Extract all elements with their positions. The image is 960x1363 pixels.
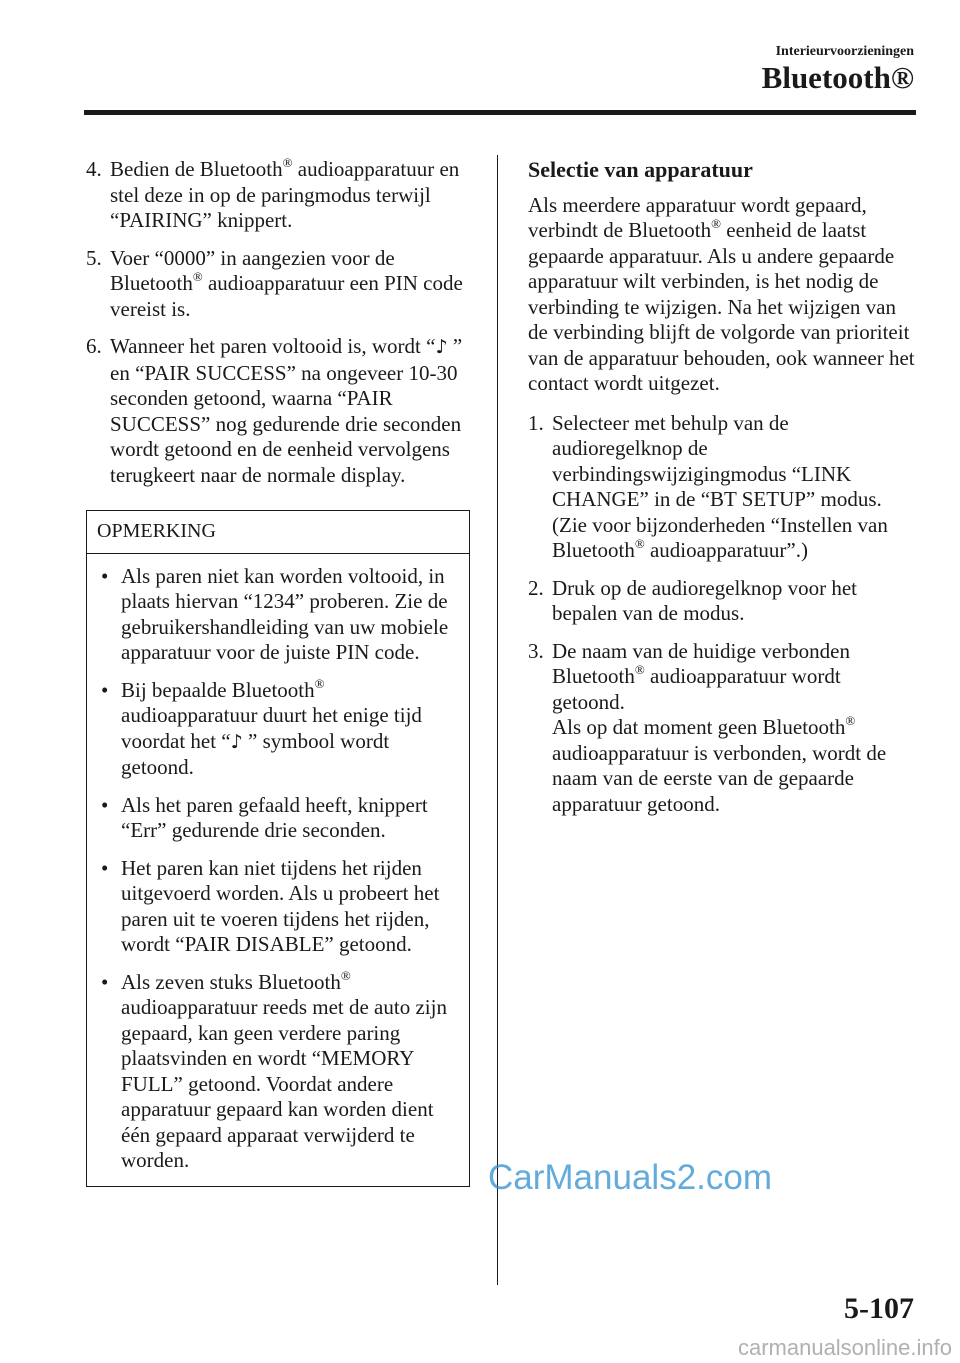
left-column	[86, 157, 470, 1187]
step-number: 4.	[86, 157, 102, 181]
step-3	[528, 639, 918, 818]
step-number: 3.	[528, 638, 544, 663]
bullet-icon: •	[101, 792, 109, 817]
bullet-icon: •	[101, 563, 109, 588]
note-bullet: • Als paren niet kan worden voltooid, in plaats hiervan “1234” proberen. Zie de gebruikershandleiding van uw mobiele apparatuur voor de juiste PIN code.	[97, 564, 459, 666]
step-number: 2.	[528, 575, 544, 600]
note-bullet: • Als zeven stuks Bluetooth® audioapparatuur reeds met de auto zijn gepaard, kan geen verdere paring plaatsvinden en wordt “MEMORY FULL” getoond. Voordat andere apparatuur gepaard kan worden dient één gepaard apparaat verwijderd te worden.	[97, 970, 459, 1174]
music-note-icon: ♪	[435, 336, 448, 358]
intro-paragraph: Als meerdere apparatuur wordt gepaard, verbindt de Bluetooth® eenheid de laatst gepaarde apparatuur. Als u andere gepaarde apparatuur wilt verbinden, is het nodig de verbinding te wijzigen. Na het wijzigen van de verbinding blijft de volgorde van prioriteit van de apparatuur behouden, ook wanneer het contact wordt uitgezet.	[528, 192, 915, 395]
note-bullet: • Het paren kan niet tijdens het rijden uitgevoerd worden. Als u probeert het paren uit te voeren tijdens het rijden, wordt “PAIR DISABLE” getoond.	[97, 856, 459, 958]
header-rule	[84, 110, 916, 115]
step-text: Bedien de Bluetooth® audioapparatuur en stel deze in op de paringmodus terwijl “PAIRING” knippert.	[110, 155, 460, 232]
step-number: 6.	[86, 334, 102, 358]
step-1	[528, 411, 918, 564]
note-body	[87, 554, 469, 1186]
section-title: Interieurvoorzieningen	[775, 44, 914, 59]
step-text: De naam van de huidige verbonden Bluetooth® audioapparatuur wordt getoond. Als op dat moment geen Bluetooth® audioapparatuur is verbonden, wordt de naam van de eerste van de gepaarde apparatuur getoond.	[552, 638, 887, 816]
note-bullet: • Als het paren gefaald heeft, knippert “Err” gedurende drie seconden.	[97, 793, 459, 844]
column-divider	[497, 155, 498, 1285]
footer-watermark: carmanualsonline.info	[737, 1335, 952, 1360]
step-number: 1.	[528, 410, 544, 435]
step-5	[86, 246, 470, 323]
bullet-icon: •	[101, 677, 109, 702]
right-column	[528, 157, 918, 829]
bullet-icon: •	[101, 855, 109, 880]
step-2	[528, 576, 918, 627]
step-number: 5.	[86, 245, 102, 270]
section-heading: Selectie van apparatuur	[528, 157, 753, 182]
step-text: Druk op de audioregelknop voor het bepalen van de modus.	[552, 575, 858, 625]
step-text: Wanneer het paren voltooid is, wordt “♪ ” en “PAIR SUCCESS” na ongeveer 10-30 seconden getoond, waarna “PAIR SUCCESS” nog gedurende drie seconden wordt getoond en de eenheid vervolgens terugkeert naar de normale display.	[110, 334, 463, 487]
page-number: 5-107	[844, 1292, 914, 1325]
bullet-icon: •	[101, 969, 109, 994]
watermark: CarManuals2.com	[488, 1158, 772, 1197]
step-text: Selecteer met behulp van de audioregelknop de verbindingswijzigingmodus “LINK CHANGE” in de “BT SETUP” modus. (Zie voor bijzonderheden “Instellen van Bluetooth® audioapparatuur”.)	[552, 410, 888, 562]
step-text: Voer “0000” in aangezien voor de Bluetooth® audioapparatuur een PIN code vereist is.	[110, 245, 463, 321]
note-bullet: • Bij bepaalde Bluetooth® audioapparatuur duurt het enige tijd voordat het “♪ ” symbool wordt getoond.	[97, 678, 459, 781]
note-box	[86, 510, 470, 1187]
step-4	[86, 157, 470, 234]
page-title: Bluetooth®	[761, 60, 914, 95]
step-6	[86, 334, 470, 488]
music-note-icon: ♪	[230, 730, 243, 753]
note-heading: OPMERKING	[87, 511, 469, 554]
